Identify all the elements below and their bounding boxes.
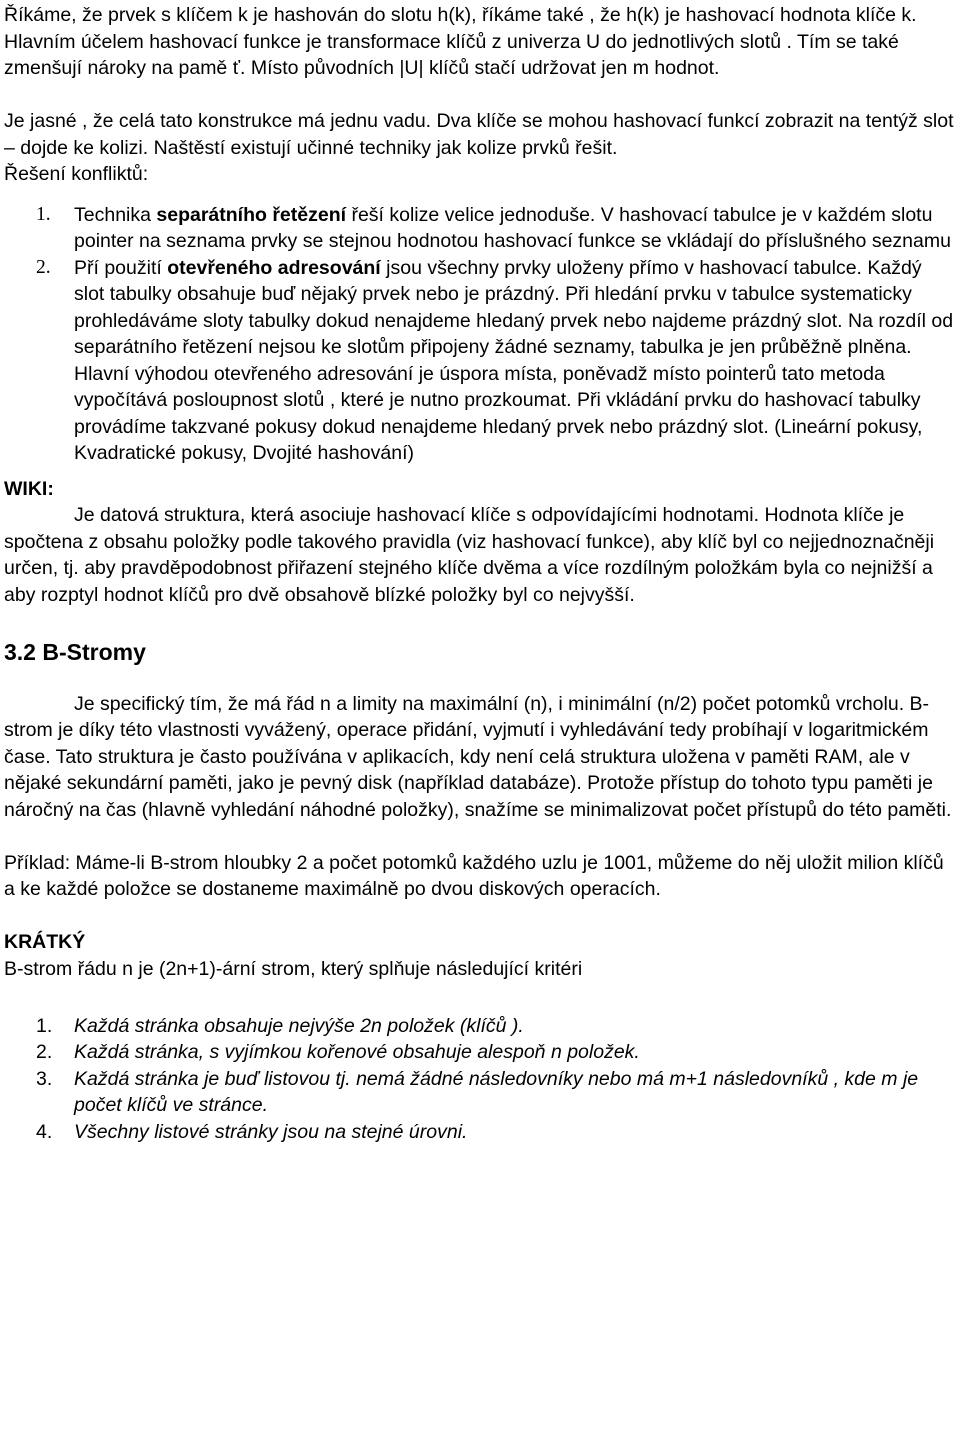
list-number: 2. bbox=[36, 256, 51, 278]
list-number: 4. bbox=[36, 1120, 53, 1143]
list-item bbox=[4, 255, 956, 467]
list-number: 3. bbox=[36, 1067, 53, 1090]
list-text: řeší kolize velice jednoduše. V hashovací tabulce je v každém slotu pointer na seznama prvky se stejnou hodnotou hashovací funkce se vkládají do příslušného seznamu bbox=[74, 203, 951, 252]
list-text: Pří použití bbox=[74, 256, 168, 279]
spacer bbox=[4, 982, 956, 1009]
wiki-paragraph: Je datová struktura, která asociuje hashovací klíče s odpovídajícími hodnotami. Hodnota klíče je spočtena z obsahu položky podle takového pravidla (viz hashovací funkce), aby klíč byl co nejjednoznačněji určen, tj. aby pravděpodobnost přiřazení stejného klíče dvěma a více rozdílným položkám byla co nejnižší a aby rozptyl hodnot klíčů pro dvě obsahově blízké položky byl co nejvyšší. bbox=[4, 504, 935, 606]
list-number: 1. bbox=[36, 1014, 53, 1037]
list-item bbox=[4, 1066, 956, 1119]
list-text: Všechny listové stránky jsou na stejné úrovni. bbox=[74, 1120, 468, 1143]
section-heading: 3.2 B-Stromy bbox=[4, 638, 146, 665]
definition-paragraph: B-strom řádu n je (2n+1)-ární strom, který splňuje následující kritéri bbox=[4, 957, 583, 980]
term-open-addressing: otevřeného adresování bbox=[167, 256, 381, 279]
spacer bbox=[4, 823, 956, 850]
list-text: Každá stránka, s vyjímkou kořenové obsahuje alespoň n položek. bbox=[74, 1041, 640, 1063]
short-label: KRÁTKÝ bbox=[4, 931, 86, 953]
hashing-intro-paragraph: Říkáme, že prvek s klíčem k je hashován do slotu h(k), říkáme také , že h(k) je hashovací hodnota klíče k. Hlavním účelem hashovací funkce je transformace klíčů z univerza U do jednotlivých slotů . Tím se také zmenšují nároky na pamě ť. Místo původních |U| klíčů stačí udržovat jen m hodnot. bbox=[4, 4, 917, 79]
list-item bbox=[4, 1119, 956, 1146]
spacer bbox=[4, 608, 956, 635]
btree-paragraph: Je specifický tím, že má řád n a limity na maximální (n), i minimální (n/2) počet potomků vrcholu. B-strom je díky této vlastnosti vyvážený, operace přidání, vyjmutí i vyhledávání tedy probíhají v logaritmickém čase. Tato struktura je často používána v aplikacích, kdy není celá struktura uložena v paměti RAM, ale v nějaké sekundární paměti, jako je pevný disk (například databáze). Protože přístup do tohoto typu paměti je náročný na čas (hlavně vyhledání náhodné položky), snažíme se minimalizovat počet přístupů do této paměti. bbox=[4, 692, 952, 821]
list-text: Každá stránka obsahuje nejvýše 2n položek (klíčů ). bbox=[74, 1014, 524, 1037]
wiki-label: WIKI: bbox=[4, 477, 54, 500]
example-paragraph: Příklad: Máme-li B-strom hloubky 2 a počet potomků každého uzlu je 1001, můžeme do něj uložit milion klíčů a ke každé položce se dostaneme maximálně po dvou diskových operacích. bbox=[4, 851, 944, 900]
criteria-list bbox=[4, 1013, 956, 1146]
list-text: Každá stránka je buď listovou tj. nemá žádné následovníky nebo má m+1 následovníků , kde m je počet klíčů ve stránce. bbox=[74, 1067, 919, 1116]
spacer bbox=[4, 667, 956, 691]
list-text: jsou všechny prvky uloženy přímo v hashovací tabulce. Každý slot tabulky obsahuje buď nějaký prvek nebo je prázdný. Při hledání prvku v tabulce systematicky prohledáváme sloty tabulky dokud nenajdeme hledaný prvek nebo najdeme prázdný slot. Na rozdíl od separátního řetězení nejsou ke slotům připojeny žádné seznamy, tabulka je jen průběžně plněna. Hlavní výhodou otevřeného adresování je úspora místa, poněvadž místo pointerů tato metoda vypočítává posloupnost slotů , které je nutno prozkoumat. Při vkládání prvku do hashovací tabulky provádíme takzvané pokusy dokud nenajdeme hledaný prvek nebo prázdný slot. (Lineární pokusy, Kvadratické pokusy, Dvojité hashování) bbox=[74, 256, 954, 464]
collision-paragraph: Je jasné , že celá tato konstrukce má jednu vadu. Dva klíče se mohou hashovací funkcí zobrazit na tentýž slot – dojde ke kolizi. Naštěstí existují učinné techniky jak kolize prvků řešit. bbox=[4, 110, 954, 159]
list-text: Technika bbox=[74, 203, 157, 226]
list-item bbox=[4, 1039, 956, 1066]
conflict-resolution-list bbox=[4, 202, 956, 467]
document-page bbox=[4, 2, 956, 1145]
conflicts-label: Řešení konfliktů: bbox=[4, 163, 149, 185]
list-item bbox=[4, 1013, 956, 1040]
spacer bbox=[4, 903, 956, 930]
list-item bbox=[4, 202, 956, 255]
list-number: 1. bbox=[36, 203, 51, 225]
list-number: 2. bbox=[36, 1041, 53, 1063]
spacer bbox=[4, 82, 956, 109]
term-separate-chaining: separátního řetězení bbox=[156, 203, 347, 226]
